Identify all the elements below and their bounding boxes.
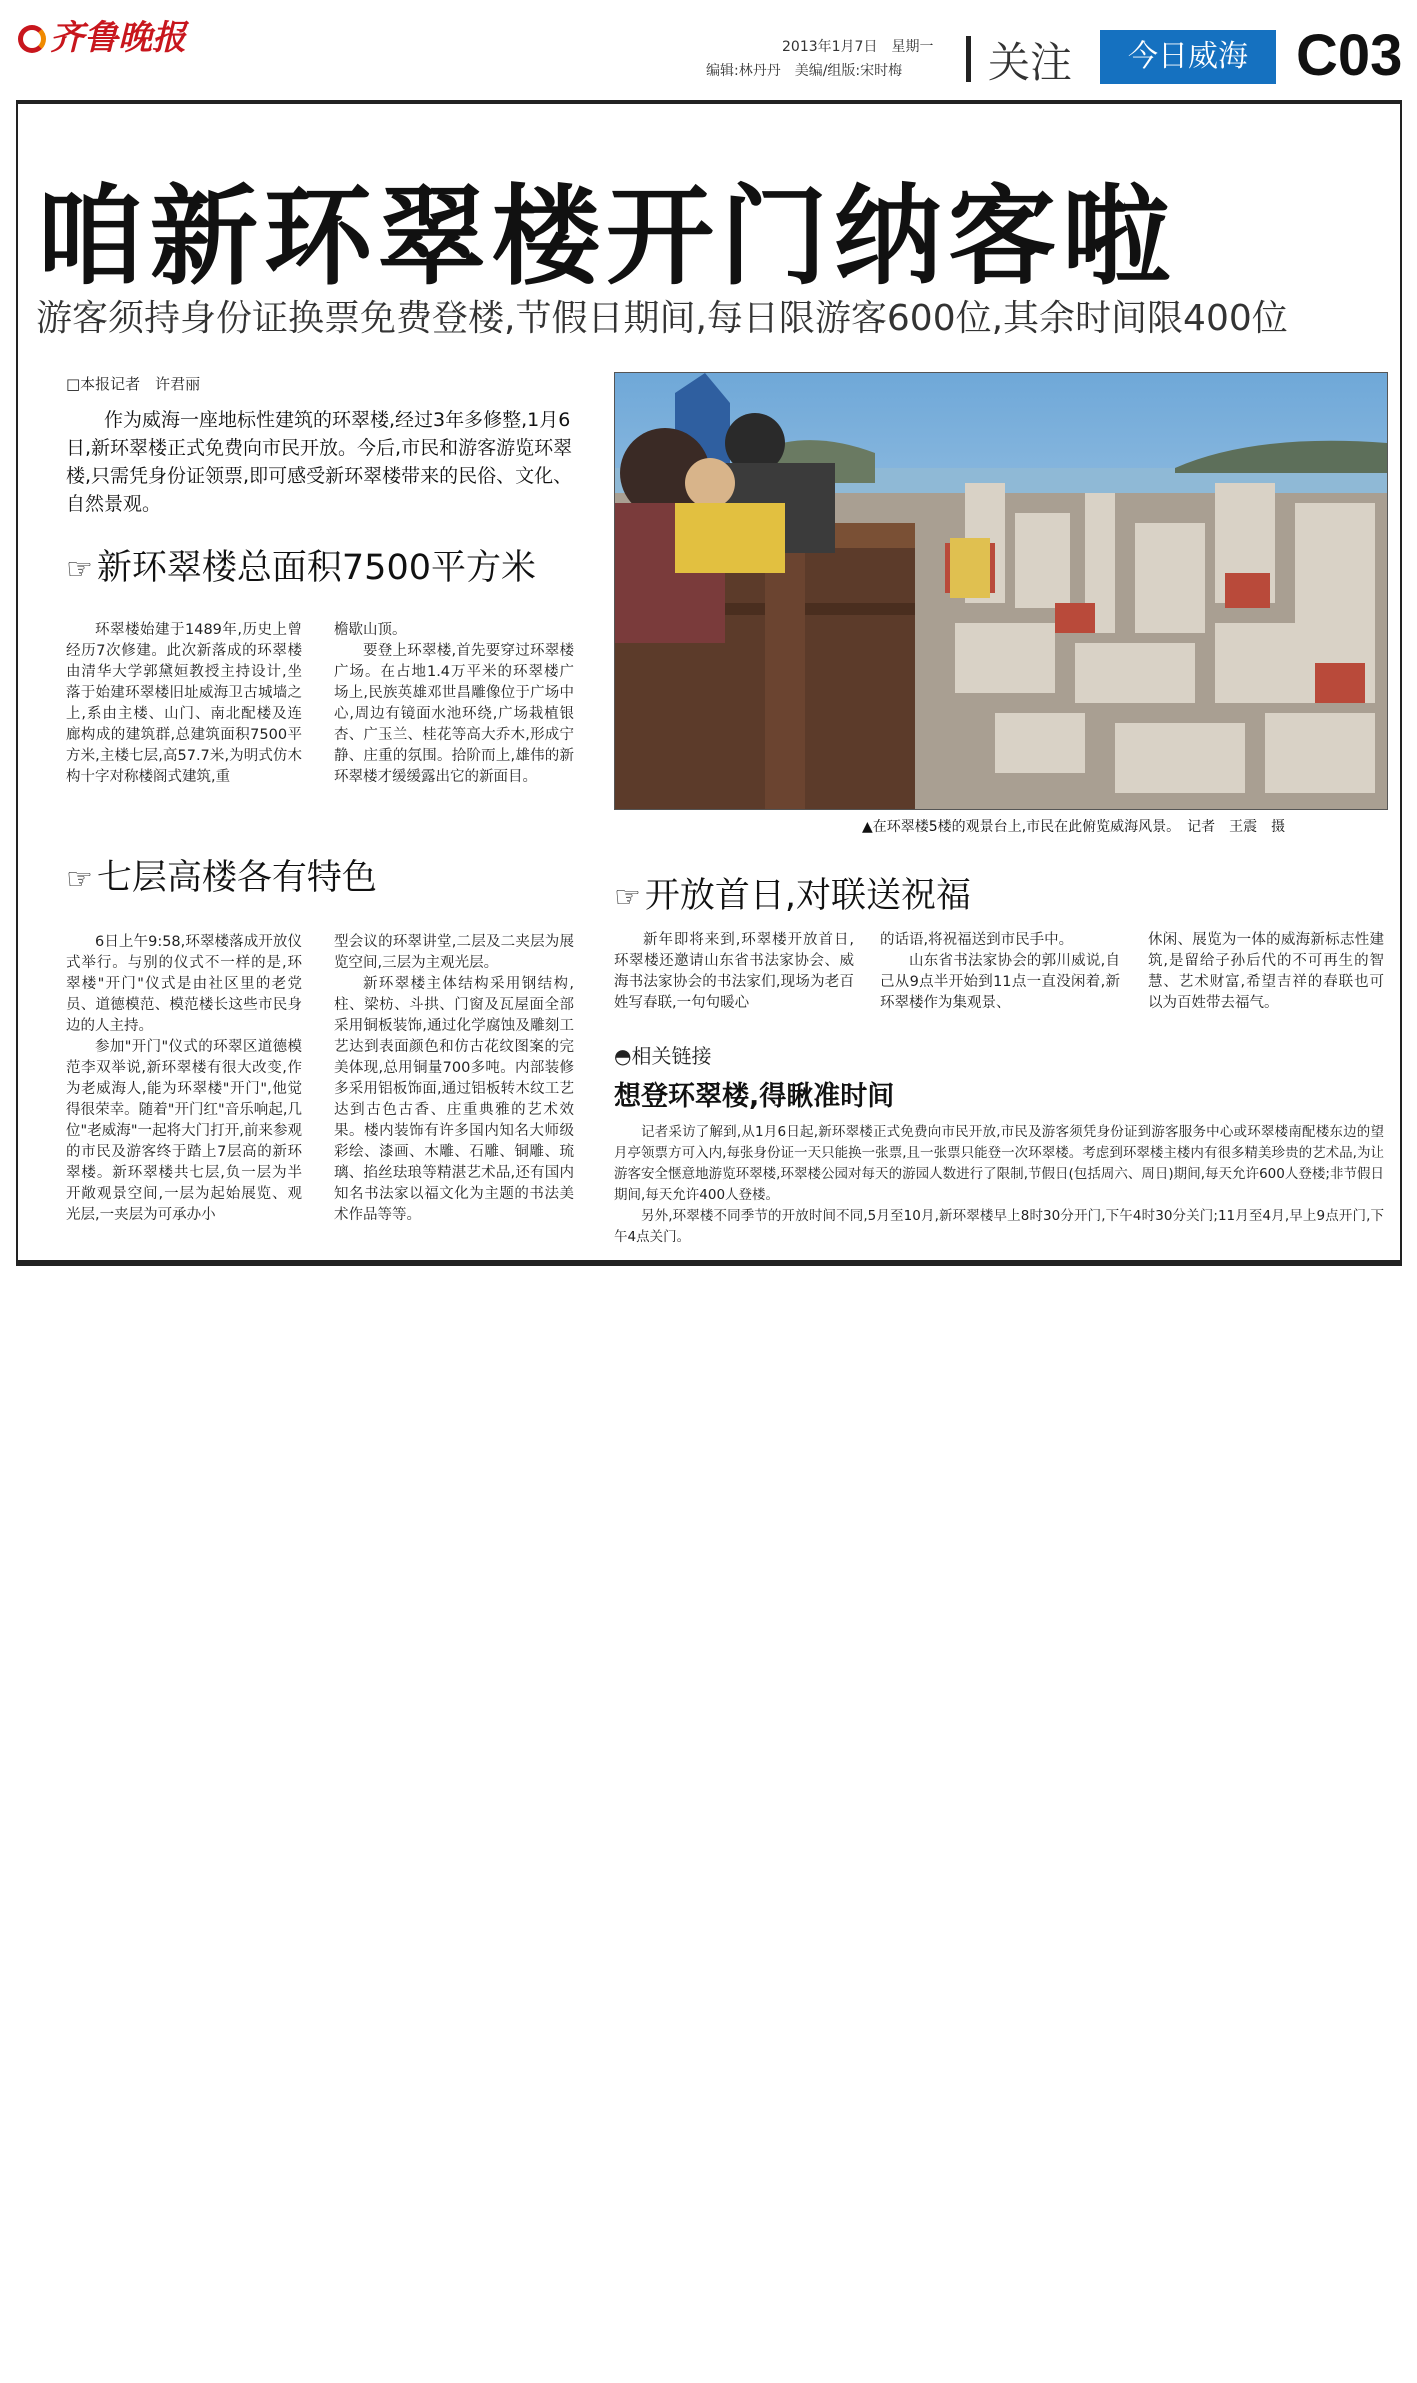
- issue-date: 2013年1月7日 星期一: [782, 39, 934, 55]
- section-tag: 今日威海: [1100, 30, 1276, 84]
- section1-heading-text: 新环翠楼总面积7500平方米: [96, 548, 536, 588]
- news-photo: [614, 372, 1388, 810]
- section3-column1: [614, 930, 854, 1014]
- logo-text: 齐鲁晚报: [50, 18, 186, 58]
- byline: □本报记者 许君丽: [66, 375, 201, 393]
- logo-swirl-icon: [18, 25, 46, 53]
- pointing-hand-icon: ☞: [66, 862, 93, 897]
- section3-column3: [1148, 930, 1384, 1014]
- section3-col2a-text: 的话语,将祝福送到市民手中。: [880, 932, 1074, 948]
- section3-col1-text: 新年即将来到,环翠楼开放首日,环翠楼还邀请山东省书法家协会、威海书法家协会的书法家们,现场为老百姓写春联,一句句暖心: [614, 932, 854, 1011]
- newspaper-logo: [18, 10, 186, 59]
- section1-col2b-text: 要登上环翠楼,首先要穿过环翠楼广场。在占地1.4万平米的环翠楼广场上,民族英雄邓世昌雕像位于广场中心,周边有镜面水池环绕,广场栽植银杏、广玉兰、桂花等高大乔木,形成宁静、庄重的氛围。拾阶而上,雄伟的新环翠楼才缓缓露出它的新面目。: [334, 643, 574, 785]
- headline: 咱新环翠楼开门纳客啦: [36, 175, 1177, 300]
- section2-col1a-text: 6日上午9:58,环翠楼落成开放仪式举行。与别的仪式不一样的是,环翠楼"开门"仪式是由社区里的老党员、道德模范、模范楼长这些市民身边的人主持。: [66, 934, 302, 1034]
- photo-caption: ▲在环翠楼5楼的观景台上,市民在此俯览威海风景。 记者 王震 摄: [862, 819, 1286, 835]
- section1-column2: [334, 620, 574, 788]
- pointing-hand-icon: ☞: [66, 552, 93, 587]
- pointing-hand-icon: ☞: [614, 880, 641, 915]
- section1-col2-text: 檐歇山顶。: [334, 622, 407, 638]
- section3-column2: [880, 930, 1120, 1014]
- lead-paragraph: 作为威海一座地标性建筑的环翠楼,经过3年多修整,1月6日,新环翠楼正式免费向市民开放。今后,市民和游客游览环翠楼,只需凭身份证领票,即可感受新环翠楼带来的民俗、文化、自然景观。: [66, 409, 573, 515]
- subheadline: 游客须持身份证换票免费登楼,节假日期间,每日限游客600位,其余时间限400位: [36, 298, 1288, 339]
- related-heading: 想登环翠楼,得瞅准时间: [614, 1081, 895, 1112]
- section3-col2b-text: 山东省书法家协会的郭川威说,自己从9点半开始到11点一直没闲着,新环翠楼作为集观景、: [880, 953, 1120, 1011]
- section2-col2b-text: 新环翠楼主体结构采用钢结构,柱、梁枋、斗拱、门窗及瓦屋面全部采用铜板装饰,通过化学腐蚀及雕刻工艺达到表面颜色和仿古花纹图案的完美体现,总用铜量700多吨。内部装修多采用铝板饰面,通过铝板转木纹工艺达到古色古香、庄重典雅的艺术效果。楼内装饰有许多国内知名大师级彩绘、漆画、木雕、石雕、铜雕、琉璃、掐丝珐琅等精湛艺术品,还有国内知名书法家以福文化为主题的书法美术作品等等。: [334, 976, 574, 1223]
- section1-heading: [66, 540, 536, 590]
- section2-heading: [66, 850, 377, 900]
- related-paragraph-2: 另外,环翠楼不同季节的开放时间不同,5月至10月,新环翠楼早上8时30分开门,下午4时30分关门;11月至4月,早上9点开门,下午4点关门。: [614, 1208, 1384, 1245]
- section3-heading: [614, 868, 971, 918]
- section1-column1: [66, 620, 302, 788]
- section2-column2: [334, 932, 574, 1226]
- section2-col2a-text: 型会议的环翠讲堂,二层及二夹层为展览空间,三层为主观光层。: [334, 934, 574, 971]
- related-label: ◓相关链接: [614, 1044, 712, 1068]
- photo-illustration: [615, 373, 1387, 809]
- header-divider: [966, 36, 971, 82]
- section2-col1b-text: 参加"开门"仪式的环翠区道德模范李双举说,新环翠楼有很大改变,作为老威海人,能为环翠楼"开门",他觉得很荣幸。随着"开门红"音乐响起,几位"老威海"一起将大门打开,前来参观的市民及游客终于踏上7层高的新环翠楼。新环翠楼共七层,负一层为半开敞观景空间,一层为起始展览、观光层,一夹层为可承办小: [66, 1039, 302, 1223]
- related-paragraph-1: 记者采访了解到,从1月6日起,新环翠楼正式免费向市民开放,市民及游客须凭身份证到游客服务中心或环翠楼南配楼东边的望月亭领票方可入内,每张身份证一天只能换一张票,且一张票只能登一次环翠楼。考虑到环翠楼主楼内有很多精美珍贵的艺术品,为让游客安全惬意地游览环翠楼,环翠楼公园对每天的游园人数进行了限制,节假日(包括周六、周日)期间,每天允许600人登楼;非节假日期间,每天允许400人登楼。: [614, 1124, 1384, 1203]
- section3-col3-text: 休闲、展览为一体的威海新标志性建筑,是留给子孙后代的不可再生的智慧、艺术财富,希望吉祥的春联也可以为百姓带去福气。: [1148, 932, 1384, 1011]
- related-body: [614, 1122, 1384, 1248]
- section-name: 关注: [988, 38, 1073, 87]
- section2-column1: [66, 932, 302, 1226]
- page-number: C03: [1296, 23, 1403, 88]
- editor-credits: 编辑:林丹丹 美编/组版:宋时梅: [706, 63, 903, 79]
- section2-heading-text: 七层高楼各有特色: [96, 858, 377, 898]
- section3-heading-text: 开放首日,对联送祝福: [644, 876, 972, 916]
- section1-col1-text: 环翠楼始建于1489年,历史上曾经历7次修建。此次新落成的环翠楼由清华大学郭黛姮教授主持设计,坐落于始建环翠楼旧址威海卫古城墙之上,系由主楼、山门、南北配楼及连廊构成的建筑群,总建筑面积7500平方米,主楼七层,高57.7米,为明式仿木构十字对称楼阁式建筑,重: [66, 622, 302, 785]
